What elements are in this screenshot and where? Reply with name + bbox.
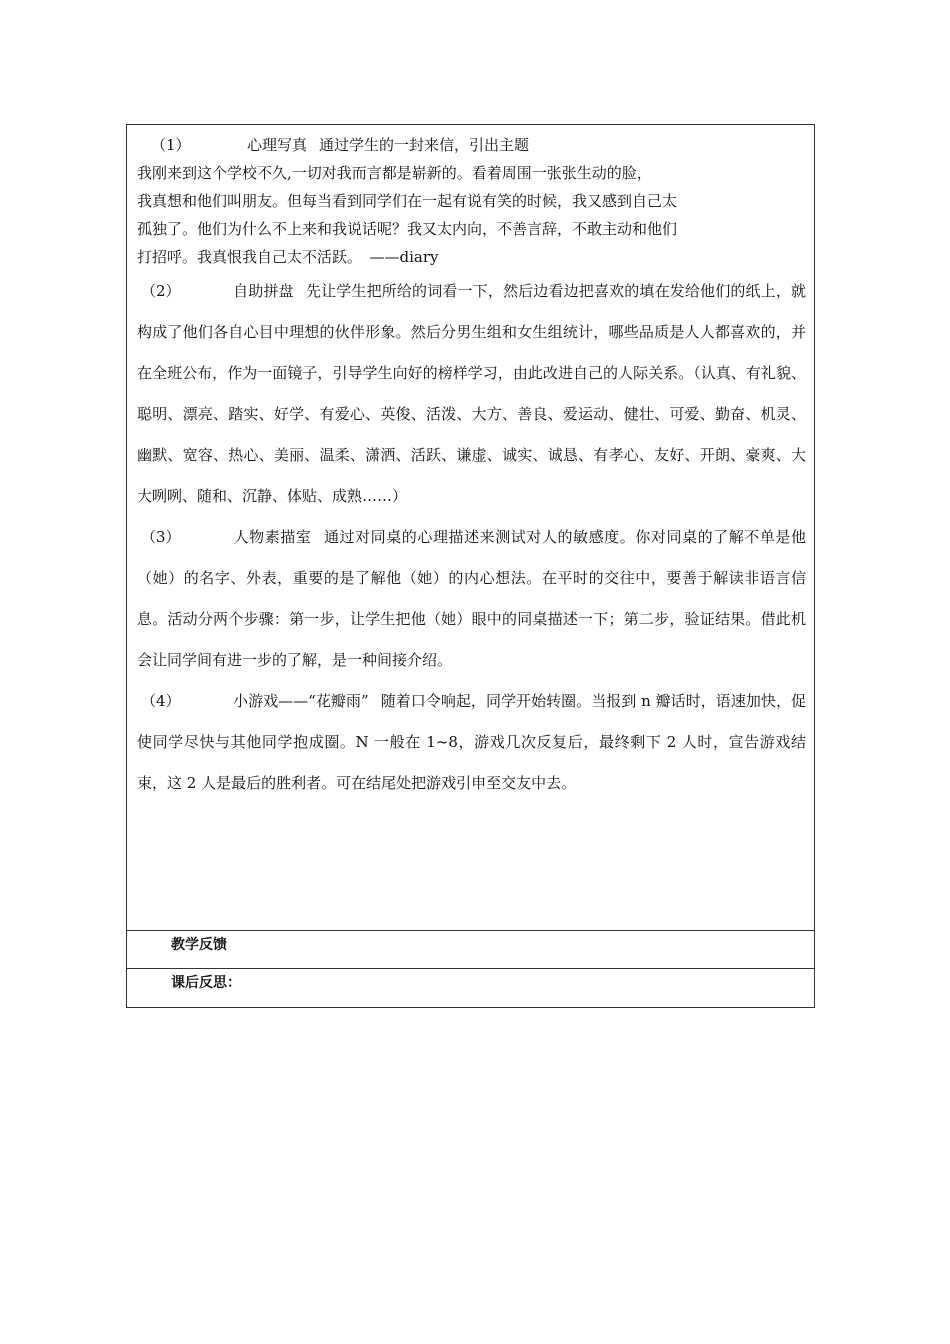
teaching-feedback-row [127,931,814,969]
section-3-text: 通过对同桌的心理描述来测试对人的敏感度。你对同桌的了解不单是他（她）的名字、外表，重要的是了解他（她）的内心想法。在平时的交往中，要善于解读非语言信息。活动分两个步骤：第一步，让学生把他（她）眼中的同桌描述一下；第二步，验证结果。借此机会让同学间有进一步的了解，是一种间接介绍。 [137,528,806,669]
letter-line: 打招呼。我真恨我自己太不活跃。 ——diary [137,248,439,266]
section-2-paragraph [137,271,806,517]
section-3-title: 人物素描室 [233,528,312,546]
activity-content-cell [127,125,814,931]
section-2-number: （2） [141,282,181,300]
section-4-title: 小游戏——“花瓣雨” [233,692,369,710]
section-1-desc: 通过学生的一封来信，引出主题 [319,136,530,154]
teaching-feedback-label: 教学反馈 [171,937,227,953]
section-1-number: （1） [151,136,191,154]
letter-line: 孤独了。他们为什么不上来和我说话呢？我又太内向，不善言辞，不敢主动和他们 [137,220,678,238]
section-3-number: （3） [141,528,181,546]
section-4-text: 随着口令响起，同学开始转圈。当报到 n 瓣话时，语速加快，促使同学尽快与其他同学抱成圈。N 一般在 1~8，游戏几次反复后，最终剩下 2 人时，宣告游戏结束，这 2 人是最后的胜利者。可在结尾处把游戏引申至交友中去。 [137,692,806,792]
post-class-reflection-row [127,969,814,1007]
post-class-reflection-label: 课后反思： [171,975,241,991]
section-4-number: （4） [141,692,181,710]
section-3-paragraph [137,517,806,681]
letter-line: 我真想和他们叫朋友。但每当看到同学们在一起有说有笑的时候，我又感到自己太 [137,192,678,210]
section-4-paragraph [137,681,806,804]
section-2-title: 自助拼盘 [233,282,294,300]
section-2-text: 先让学生把所给的词看一下，然后边看边把喜欢的填在发给他们的纸上，就构成了他们各自心目中理想的伙伴形象。然后分男生组和女生组统计，哪些品质是人人都喜欢的，并在全班公布，作为一面镜子，引导学生向好的榜样学习，由此改进自己的人际关系。（认真、有礼貌、聪明、漂亮、踏实、好学、有爱心、英俊、活泼、大方、善良、爱运动、健壮、可爱、勤奋、机灵、幽默、宽容、热心、美丽、温柔、潇洒、活跃、谦虚、诚实、诚恳、有孝心、友好、开朗、豪爽、大大咧咧、随和、沉静、体贴、成熟……） [137,282,806,505]
section-1-heading [137,131,806,159]
letter-line: 我刚来到这个学校不久,一切对我而言都是崭新的。看着周围一张张生动的脸， [137,164,652,182]
section-1-title: 心理写真 [247,136,308,154]
lesson-plan-table [126,124,815,1008]
